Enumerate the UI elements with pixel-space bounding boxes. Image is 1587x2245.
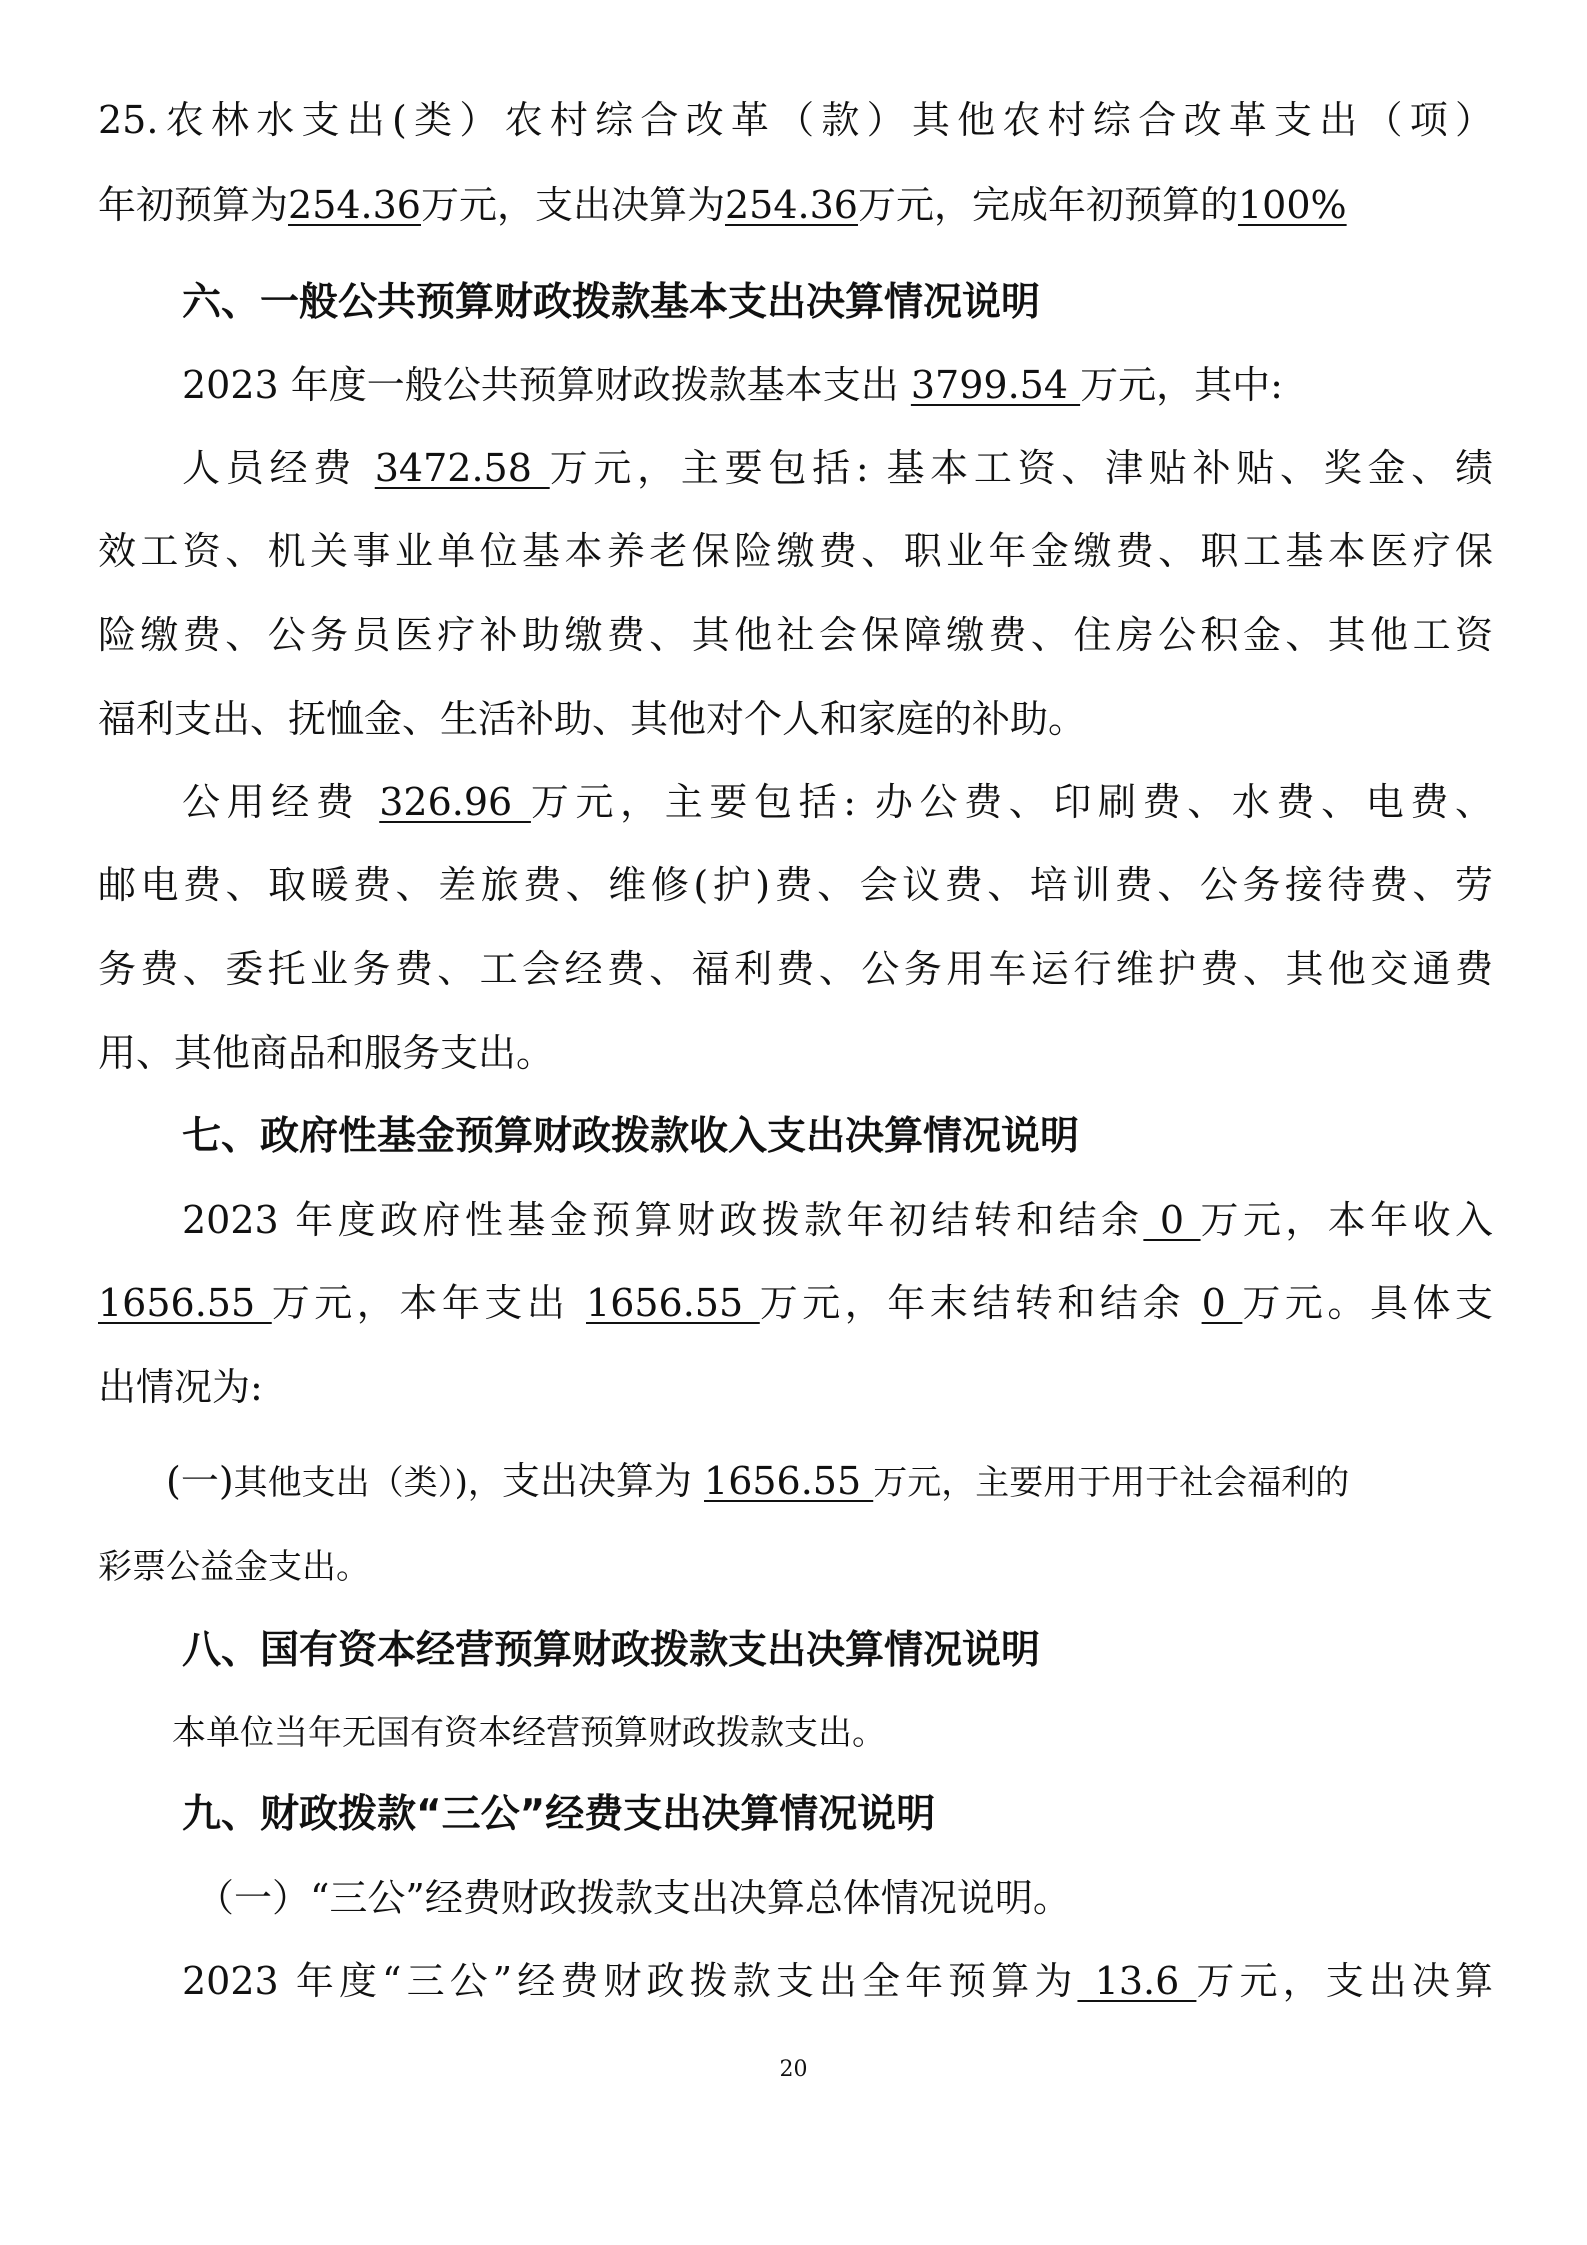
section9-subheading: （一）“三公”经费财政拨款支出决算总体情况说明。 [196,1876,1071,1920]
section6-intro: 2023 年度一般公共预算财政拨款基本支出 3799.54 万元，其中: [182,363,1283,407]
section7-heading: 七、政府性基金预算财政拨款收入支出决算情况说明 [182,1114,1080,1159]
section7-line2: 1656.55 万元，本年支出 1656.55 万元，年末结转和结余 0 万元。具体支 [98,1281,1493,1325]
fund-opening-balance: 0 [1143,1198,1201,1242]
public-expense-line1: 公用经费 326.96 万元，主要包括: 办公费、印刷费、水费、电费、 [182,780,1493,824]
item25-actual-amount: 254.36 [725,183,858,227]
basic-expense-amount: 3799.54 [910,363,1081,407]
fund-income-amount: 1656.55 [98,1281,272,1325]
section7-line3: 出情况为: [98,1365,263,1409]
section7-item1-line1: (一)其他支出（类）)，支出决算为 1656.55 万元，主要用于用于社会福利的 [166,1459,1350,1503]
item25-line1: 25.农林水支出(类）农村综合改革（款）其他农村综合改革支出（项） [98,98,1493,142]
section7-line1: 2023 年度政府性基金预算财政拨款年初结转和结余 0 万元，本年收入 [182,1198,1493,1242]
public-expense-line3: 务费、委托业务费、工会经费、福利费、公务用车运行维护费、其他交通费 [98,947,1493,991]
section9-heading: 九、财政拨款“三公”经费支出决算情况说明 [182,1792,936,1837]
public-expense-line4: 用、其他商品和服务支出。 [98,1031,555,1075]
item25-budget-amount: 254.36 [288,183,421,227]
other-expense-amount: 1656.55 [704,1459,874,1503]
item25-completion-rate: 100% [1237,183,1347,227]
three-public-budget-amount: 13.6 [1077,1959,1197,2003]
public-expense-amount: 326.96 [379,780,531,824]
item25-line2: 年初预算为254.36万元，支出决算为254.36万元，完成年初预算的100% [98,183,1347,227]
personnel-expense-line1: 人员经费 3472.58 万元，主要包括: 基本工资、津贴补贴、奖金、绩 [182,446,1493,490]
section9-line1: 2023 年度“三公”经费财政拨款支出全年预算为 13.6 万元，支出决算 [182,1959,1493,2003]
personnel-expense-line4: 福利支出、抚恤金、生活补助、其他对个人和家庭的补助。 [98,697,1087,741]
personnel-expense-amount: 3472.58 [374,446,550,490]
section7-item1-line2: 彩票公益金支出。 [98,1547,370,1587]
personnel-expense-line2: 效工资、机关事业单位基本养老保险缴费、职业年金缴费、职工基本医疗保 [98,529,1493,573]
page-number: 20 [779,2057,808,2082]
fund-closing-balance: 0 [1201,1281,1243,1325]
section8-heading: 八、国有资本经营预算财政拨款支出决算情况说明 [182,1628,1041,1673]
fund-expense-amount: 1656.55 [586,1281,760,1325]
public-expense-line2: 邮电费、取暖费、差旅费、维修(护)费、会议费、培训费、公务接待费、劳 [98,863,1493,907]
section6-heading: 六、一般公共预算财政拨款基本支出决算情况说明 [182,280,1041,325]
personnel-expense-line3: 险缴费、公务员医疗补助缴费、其他社会保障缴费、住房公积金、其他工资 [98,613,1493,657]
section8-text: 本单位当年无国有资本经营预算财政拨款支出。 [172,1713,886,1753]
